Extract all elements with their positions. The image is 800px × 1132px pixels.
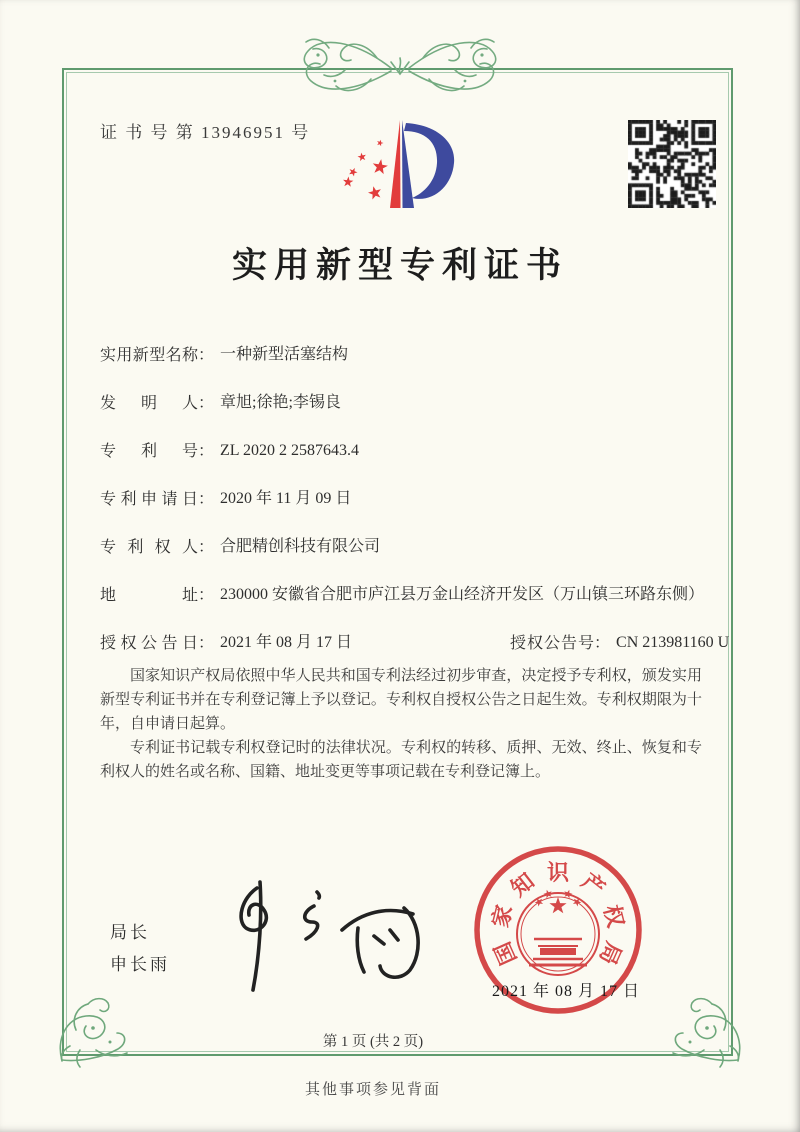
field-colon: ： <box>198 443 215 460</box>
back-side-note: 其他事项参见背面 <box>304 1082 441 1098</box>
signer-name: 申长雨 <box>110 955 170 974</box>
seal-char: 识 <box>546 860 570 885</box>
certificate-number: 证 书 号 第 13946951 号 <box>100 123 311 142</box>
qr-code <box>628 120 716 208</box>
seal-char: 家 <box>487 902 517 930</box>
field-colon: ： <box>198 347 215 364</box>
field-row-grant <box>100 630 740 656</box>
seal-date: 2021 年 08 月 17 日 <box>492 983 641 1000</box>
field-row-patent-number <box>100 438 359 464</box>
logo-stars <box>343 140 388 200</box>
field-colon: ： <box>198 539 215 556</box>
field-row-name <box>100 342 348 368</box>
star-icon <box>358 153 366 162</box>
seal-char: 国 <box>489 938 522 969</box>
field-label: 专利权人 <box>100 539 198 556</box>
star-icon <box>549 897 566 913</box>
field-value: 2020 年 11 月 09 日 <box>220 490 352 507</box>
field-row-inventors <box>100 390 341 416</box>
field-colon: ： <box>198 491 215 508</box>
field-label: 授权公告号 <box>510 635 594 652</box>
seal-char: 知 <box>506 868 539 902</box>
legal-paragraph-1: 国家知识产权局依照中华人民共和国专利法经过初步审查，决定授予专利权，颁发实用新型专利证书并在专利登记簿上予以登记。专利权自授权公告之日起生效。专利权期限为十年，自申请日起算。 <box>100 668 702 732</box>
seal-char: 产 <box>577 868 610 902</box>
field-label: 发明人 <box>100 395 198 412</box>
certificate-title: 实用新型专利证书 <box>231 246 568 285</box>
field-colon: ： <box>198 395 215 412</box>
signer-title: 局长 <box>110 923 150 942</box>
field-colon: ： <box>198 587 215 604</box>
grant-number-value: CN 213981160 U <box>616 634 730 651</box>
seal-national-emblem <box>517 890 599 975</box>
cnipa-patent-logo-icon <box>330 105 475 230</box>
field-colon: ： <box>198 635 215 652</box>
star-icon <box>368 186 381 199</box>
field-value: 一种新型活塞结构 <box>220 346 349 363</box>
field-value: 合肥精创科技有限公司 <box>220 538 381 555</box>
star-icon <box>343 177 353 187</box>
field-colon: ： <box>594 635 611 652</box>
legal-text-block <box>100 664 702 784</box>
field-row-patentee <box>100 534 380 560</box>
grant-date-value: 2021 年 08 月 17 日 <box>220 634 353 651</box>
page-number: 第 1 页 (共 2 页) <box>322 1034 424 1050</box>
grant-number-group <box>510 630 729 656</box>
handwritten-signature <box>222 878 432 993</box>
field-row-address <box>100 582 720 608</box>
logo-spire-left <box>390 120 401 208</box>
seal-char: 权 <box>599 902 629 930</box>
field-label: 专利申请日 <box>100 491 198 508</box>
legal-paragraph-2: 专利证书记载专利权登记时的法律状况。专利权的转移、质押、无效、终止、恢复和专利权人的姓名或名称、国籍、地址变更等事项记载在专利登记簿上。 <box>100 740 702 780</box>
field-value: 章旭;徐艳;李锡良 <box>220 394 341 411</box>
field-row-filing-date <box>100 486 351 512</box>
field-value: ZL 2020 2 2587643.4 <box>220 442 359 459</box>
logo-p-bowl <box>404 123 454 199</box>
field-label: 实用新型名称 <box>100 347 198 364</box>
star-icon <box>373 159 388 174</box>
logo-spire-right <box>402 120 414 208</box>
field-label: 地址 <box>100 587 198 604</box>
field-label: 专利号 <box>100 443 198 460</box>
field-value: 230000 安徽省合肥市庐江县万金山经济开发区（万山镇三环路东侧） <box>220 586 705 603</box>
star-icon <box>377 140 383 147</box>
star-icon <box>349 168 357 177</box>
field-label: 授权公告日 <box>100 635 198 652</box>
seal-char: 局 <box>594 938 627 969</box>
